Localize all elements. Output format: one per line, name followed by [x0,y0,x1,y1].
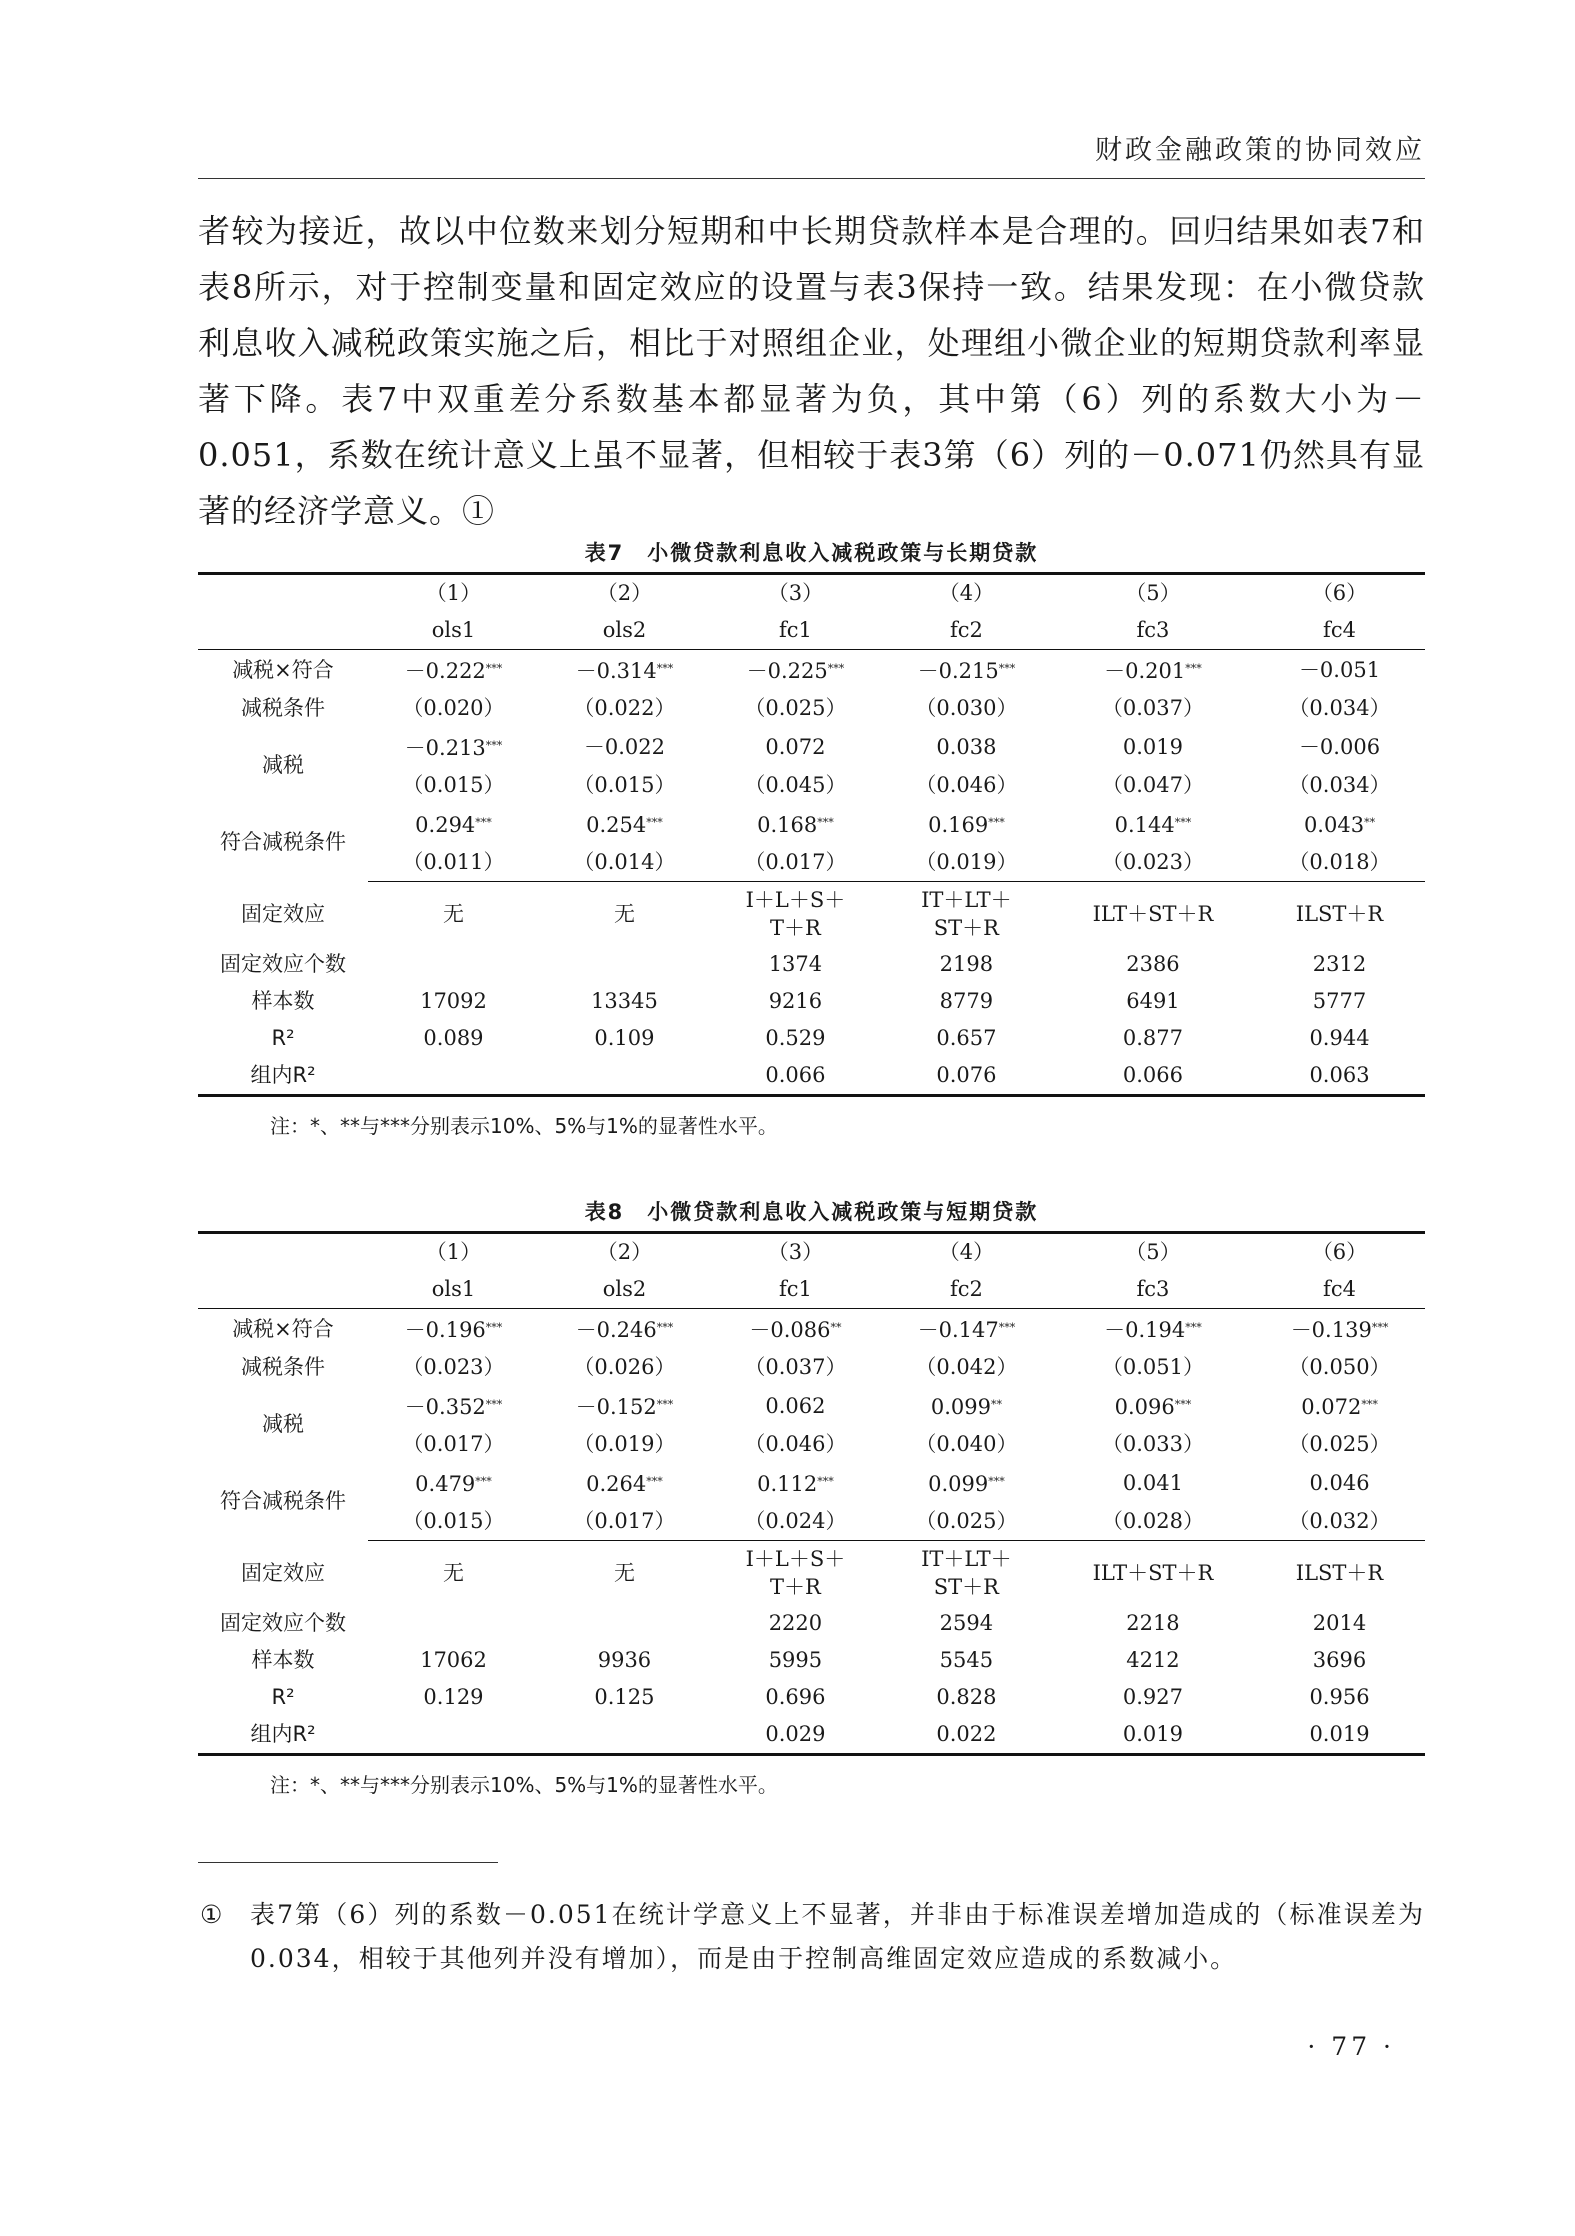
significance-stars: *** [1174,1398,1192,1411]
fixed-effects-value: IT＋LT＋ ST＋R [921,888,1012,940]
coefficient: 0.096*** [1114,1395,1192,1419]
significance-stars: *** [817,816,834,829]
standard-error: （0.017） [539,1503,710,1541]
regression-table [198,1231,1425,1756]
significance-stars: *** [998,1321,1016,1334]
stat-value [368,946,539,983]
stat-value: 2014 [1312,1611,1367,1635]
stat-value: 2386 [1126,952,1180,976]
coefficient: 0.264*** [586,1472,663,1496]
significance-stars: *** [988,816,1005,829]
r-squared-row [198,1679,1425,1716]
coefficient: 0.112*** [757,1472,834,1496]
significance-stars: *** [485,739,503,752]
coef-row-interaction [198,1309,1425,1350]
stat-value: 0.022 [936,1722,997,1746]
coefficient: 0.046 [1309,1470,1370,1495]
significance-stars: *** [1185,662,1202,675]
se-row-eligible [198,844,1425,882]
header-row-names [198,612,1425,650]
standard-error: （0.019） [881,844,1052,882]
stat-value: 5545 [939,1648,994,1672]
column-name: fc2 [881,612,1052,650]
standard-error: （0.023） [1052,844,1254,882]
table-note: 注：*、**与***分别表示10%、5%与1%的显著性水平。 [270,1114,778,1138]
row-label: 固定效应个数 [220,1611,346,1635]
within-r-squared-row [198,1716,1425,1755]
row-label: 样本数 [251,989,315,1013]
coefficient: 0.041 [1122,1470,1183,1495]
stat-value: 9216 [768,989,823,1013]
column-name: ols1 [368,1271,539,1309]
stat-value: 2220 [768,1611,823,1635]
standard-error: （0.023） [402,1355,505,1379]
coefficient: －0.201*** [1104,659,1202,683]
standard-error: （0.030） [915,696,1018,720]
column-name: fc4 [1254,612,1425,650]
row-label: 符合减税条件 [220,830,346,855]
standard-error: （0.025） [881,1503,1052,1541]
footnote [200,1893,1425,1981]
coef-row-tax-cut [198,1386,1425,1426]
stat-value: 0.956 [1309,1685,1370,1709]
standard-error: （0.025） [744,696,847,720]
row-label: 减税 [262,753,304,777]
coefficient: －0.051 [1298,657,1381,682]
significance-stars: *** [656,1321,674,1334]
standard-error: （0.015） [368,1503,539,1541]
standard-error: （0.011） [368,844,539,882]
column-number: （2） [596,581,653,605]
column-name: fc3 [1052,1271,1254,1309]
header-row-names [198,1271,1425,1309]
coefficient: 0.019 [1122,734,1183,759]
fixed-effects-value: 无 [613,902,635,926]
standard-error: （0.015） [573,773,676,797]
fixed-effects-value: ILST＋R [1295,902,1384,926]
standard-error: （0.028） [1052,1503,1254,1541]
stat-value: 6491 [1126,989,1180,1013]
coefficient: －0.213*** [404,736,503,760]
standard-error: （0.025） [1288,1432,1391,1456]
table-7 [198,534,1425,1143]
stat-value: 9936 [597,1648,652,1672]
fixed-effects-value: 无 [613,1561,635,1585]
stat-value: 0.125 [594,1685,655,1709]
standard-error: （0.047） [1101,773,1204,797]
fixed-effects-value: ILT＋ST＋R [1092,1561,1214,1585]
row-label: R² [271,1026,295,1050]
coefficient: 0.062 [765,1393,826,1418]
coef-row-eligible [198,804,1425,844]
standard-error: （0.017） [710,844,881,882]
stat-value: 3696 [1312,1648,1367,1672]
significance-stars: *** [827,662,845,675]
stat-value: 0.529 [765,1026,826,1050]
se-row-eligible [198,1503,1425,1541]
significance-stars: *** [656,662,674,675]
standard-error: （0.020） [402,696,505,720]
stat-value: 5995 [768,1648,823,1672]
header-row-numbers [198,1233,1425,1272]
footnote-mark: ① [200,1900,225,1929]
column-name: ols2 [539,612,710,650]
stat-value: 17062 [420,1648,487,1672]
r-squared-row [198,1020,1425,1057]
regression-table [198,572,1425,1097]
stat-value: 17092 [420,989,487,1013]
fixed-effects-value: ILST＋R [1295,1561,1384,1585]
stat-value: 2312 [1312,952,1367,976]
row-label: 减税条件 [241,696,325,720]
standard-error: （0.045） [744,773,847,797]
significance-stars: *** [485,662,503,675]
standard-error: （0.024） [710,1503,881,1541]
column-name: fc4 [1254,1271,1425,1309]
table-caption: 表8 小微贷款利息收入减税政策与短期贷款 [584,1200,1039,1224]
coefficient: －0.139*** [1290,1318,1389,1342]
significance-stars: *** [485,1321,503,1334]
significance-stars: *** [646,1475,663,1488]
within-r-squared-row [198,1057,1425,1096]
coefficient: 0.479*** [415,1472,492,1496]
column-name: fc3 [1052,612,1254,650]
standard-error: （0.040） [915,1432,1018,1456]
column-number: （5） [1125,1240,1181,1264]
stat-value: 0.019 [1309,1722,1370,1746]
significance-stars: ** [830,1321,842,1334]
stat-value [368,1605,539,1642]
coefficient: －0.352*** [404,1395,503,1419]
stat-value: 13345 [591,989,658,1013]
stat-value: 0.089 [423,1026,484,1050]
coefficient: －0.022 [583,734,666,759]
row-label: 减税×符合 [232,657,334,682]
body-paragraph: 者较为接近，故以中位数来划分短期和中长期贷款样本是合理的。回归结果如表7和表8所示，对于控制变量和固定效应的设置与表3保持一致。结果发现：在小微贷款利息收入减税政策实施之后，相比于对照组企业，处理组小微企业的短期贷款利率显著下降。表7中双重差分系数基本都显著为负，其中第（6）列的系数大小为－0.051，系数在统计意义上虽不显著，但相较于表3第（6）列的－0.071仍然具有显著的经济学意义。① [198,212,1425,530]
row-label: 固定效应个数 [220,952,346,976]
fixed-effects-value: 无 [442,902,464,926]
column-number: （4） [938,581,995,605]
coefficient: 0.169*** [928,813,1005,837]
stat-value: 1374 [768,952,823,976]
stat-value: 0.109 [594,1026,655,1050]
significance-stars: *** [646,816,663,829]
column-number: （6） [1311,1240,1368,1264]
stat-value [539,1057,710,1096]
stat-value [539,1605,710,1642]
row-label: 减税条件 [241,1355,325,1379]
table-8 [198,1193,1425,1802]
row-label: 样本数 [251,1648,315,1672]
stat-value: 8779 [939,989,994,1013]
header-row-numbers [198,574,1425,613]
column-number: （4） [938,1240,995,1264]
coefficient: －0.006 [1298,734,1381,759]
se-row-tax-cut [198,1426,1425,1463]
coefficient: －0.225*** [746,659,845,683]
fixed-effects-row [198,1541,1425,1606]
significance-stars: *** [1361,1398,1378,1411]
standard-error: （0.026） [573,1355,676,1379]
header-blank [198,1233,368,1272]
stat-value: 0.877 [1122,1026,1183,1050]
stat-value: 0.828 [936,1685,997,1709]
column-name: fc1 [710,1271,881,1309]
row-label: 组内R² [250,1063,316,1087]
column-number: （6） [1311,581,1368,605]
column-number: （3） [767,1240,824,1264]
coefficient: 0.072*** [1301,1395,1378,1419]
standard-error: （0.014） [539,844,710,882]
row-label: 固定效应 [241,901,325,926]
standard-error: （0.032） [1254,1503,1425,1541]
coefficient: －0.196*** [404,1318,503,1342]
coefficient: －0.152*** [575,1395,674,1419]
fixed-effects-value: I＋L＋S＋ T＋R [745,888,846,940]
row-label: 减税×符合 [232,1316,334,1341]
column-number: （2） [596,1240,653,1264]
fixed-effects-value: IT＋LT＋ ST＋R [921,1547,1012,1599]
header-blank [198,1271,368,1309]
standard-error: （0.034） [1288,773,1391,797]
coef-row-tax-cut [198,727,1425,767]
row-label: R² [271,1685,295,1709]
coefficient: 0.038 [936,734,997,759]
standard-error: （0.037） [744,1355,847,1379]
column-number: （1） [425,1240,482,1264]
header-blank [198,574,368,613]
coefficient: －0.314*** [575,659,674,683]
stat-value: 0.063 [1309,1063,1370,1087]
sample-size-row [198,1642,1425,1679]
se-row-tax-cut [198,767,1425,804]
significance-stars: *** [656,1398,674,1411]
column-name: fc2 [881,1271,1052,1309]
standard-error: （0.046） [915,773,1018,797]
fixed-effects-value: ILT＋ST＋R [1092,902,1214,926]
footnote-rule [198,1862,498,1863]
stat-value: 0.066 [1122,1063,1183,1087]
stat-value [368,1716,539,1755]
significance-stars: *** [485,1398,503,1411]
standard-error: （0.037） [1101,696,1204,720]
stat-value: 2594 [939,1611,994,1635]
coefficient: －0.215*** [917,659,1016,683]
coefficient: 0.099** [930,1395,1002,1419]
standard-error: （0.051） [1101,1355,1204,1379]
coefficient: －0.246*** [575,1318,674,1342]
significance-stars: *** [1371,1321,1389,1334]
stat-value: 0.927 [1122,1685,1183,1709]
coefficient: 0.254*** [586,813,663,837]
standard-error: （0.019） [573,1432,676,1456]
coefficient: －0.222*** [404,659,503,683]
coef-row-eligible [198,1463,1425,1503]
row-label: 符合减税条件 [220,1489,346,1514]
stat-value: 0.696 [765,1685,826,1709]
row-label: 组内R² [250,1722,316,1746]
significance-stars: ** [990,1398,1002,1411]
significance-stars: *** [998,662,1016,675]
column-name: ols1 [368,612,539,650]
row-label: 固定效应 [241,1560,325,1585]
coefficient: －0.194*** [1104,1318,1202,1342]
stat-value: 0.657 [936,1026,997,1050]
stat-value [539,1716,710,1755]
significance-stars: *** [1185,1321,1202,1334]
row-label: 减税 [262,1412,304,1436]
stat-value: 0.076 [936,1063,997,1087]
coefficient: 0.099*** [928,1472,1005,1496]
fixed-effects-value: 无 [442,1561,464,1585]
coef-row-interaction [198,650,1425,691]
fixed-effects-value: I＋L＋S＋ T＋R [745,1547,846,1599]
column-name: ols2 [539,1271,710,1309]
table-caption: 表7 小微贷款利息收入减税政策与长期贷款 [584,541,1039,565]
coefficient: －0.147*** [917,1318,1016,1342]
column-number: （1） [425,581,482,605]
standard-error: （0.042） [915,1355,1018,1379]
standard-error: （0.018） [1254,844,1425,882]
standard-error: （0.034） [1288,696,1391,720]
standard-error: （0.017） [402,1432,505,1456]
coefficient: 0.144*** [1114,813,1192,837]
stat-value: 0.019 [1122,1722,1183,1746]
significance-stars: *** [817,1475,834,1488]
running-head: 财政金融政策的协同效应 [1095,135,1425,166]
sample-size-row [198,983,1425,1020]
header-rule [198,178,1425,179]
stat-value: 4212 [1126,1648,1180,1672]
standard-error: （0.050） [1288,1355,1391,1379]
stat-value: 2218 [1126,1611,1180,1635]
header-blank [198,612,368,650]
se-row-interaction [198,1349,1425,1386]
fixed-effects-count-row [198,1605,1425,1642]
coefficient: －0.086** [749,1318,842,1342]
significance-stars: *** [475,816,492,829]
standard-error: （0.046） [744,1432,847,1456]
se-row-interaction [198,690,1425,727]
coefficient: 0.072 [765,734,826,759]
stat-value: 0.029 [765,1722,826,1746]
column-number: （3） [767,581,824,605]
standard-error: （0.022） [573,696,676,720]
stat-value: 0.129 [423,1685,484,1709]
coefficient: 0.168*** [757,813,834,837]
significance-stars: *** [1174,816,1192,829]
stat-value: 0.944 [1309,1026,1370,1050]
page-number: · 77 · [1307,2032,1395,2061]
fixed-effects-row [198,882,1425,947]
table-note: 注：*、**与***分别表示10%、5%与1%的显著性水平。 [270,1773,778,1797]
column-number: （5） [1125,581,1181,605]
significance-stars: ** [1364,816,1376,829]
stat-value [368,1057,539,1096]
fixed-effects-count-row [198,946,1425,983]
standard-error: （0.033） [1101,1432,1204,1456]
coefficient: 0.294*** [415,813,492,837]
coefficient: 0.043** [1303,813,1376,837]
footnote-text: 表7第（6）列的系数－0.051在统计学意义上不显著，并非由于标准误差增加造成的（标准误差为0.034，相较于其他列并没有增加），而是由于控制高维固定效应造成的系数减小。 [250,1900,1425,1973]
stat-value: 2198 [939,952,994,976]
column-name: fc1 [710,612,881,650]
stat-value [539,946,710,983]
significance-stars: *** [988,1475,1005,1488]
stat-value: 5777 [1312,989,1367,1013]
stat-value: 0.066 [765,1063,826,1087]
standard-error: （0.015） [402,773,505,797]
significance-stars: *** [475,1475,492,1488]
